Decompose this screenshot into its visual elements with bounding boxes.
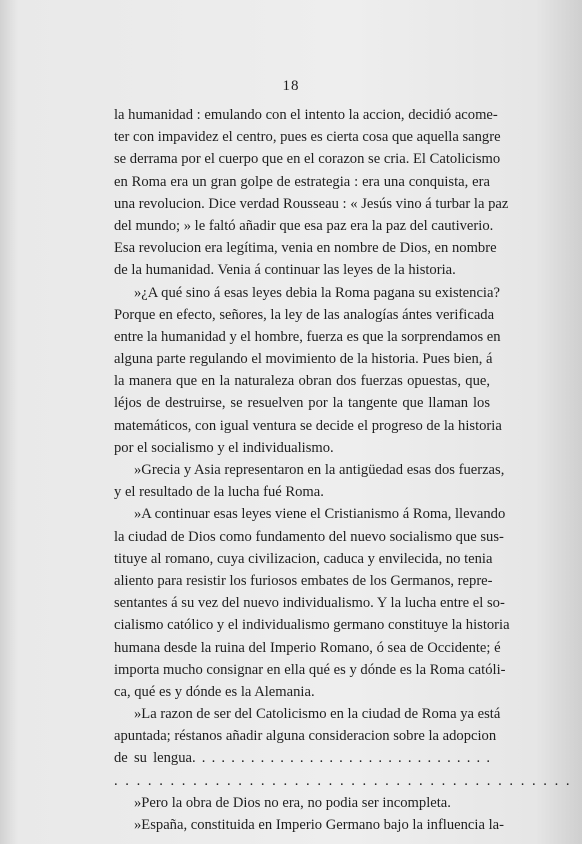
text-line: Porque en efecto, señores, la ley de las analogías ántes verificada — [114, 306, 495, 323]
text-line: tituye al romano, cuya civilizacion, caduca y envilecida, no tenia — [114, 550, 493, 567]
text-line: en Roma era un gran golpe de estrategia : era una conquista, era — [114, 173, 490, 190]
text-line: y el resultado de la lucha fué Roma. — [114, 484, 324, 501]
text-line: apuntada; réstanos añadir alguna consideracion sobre la adopcion — [114, 728, 497, 745]
text-line: de la humanidad. Venia á continuar las leyes de la historia. — [114, 262, 456, 279]
text-line: »Pero la obra de Dios no era, no podia ser incompleta. — [134, 794, 451, 811]
text-line: la manera que en la naturaleza obran dos fuerzas opuestas, que, — [114, 373, 490, 390]
text-line: »Grecia y Asia representaron en la antigüedad esas dos fuerzas, — [134, 462, 505, 478]
text-line: . . . . . . . . . . . . . . . . . . . . . . . . . . . . . . . . . . . . . . . . . — [114, 772, 572, 789]
text-line: ca, qué es y dónde es la Alemania. — [114, 683, 315, 700]
text-line: entre la humanidad y el hombre, fuerza es que la sorprendamos en — [114, 328, 501, 345]
text-line: ter con impavidez el centro, pues es cierta cosa que aquella sangre — [114, 129, 501, 146]
text-line: aliento para resistir los furiosos embates de los Germanos, repre- — [114, 572, 493, 589]
text-line: sentantes á su vez del nuevo individualismo. Y la lucha entre el so- — [114, 595, 505, 612]
text-line: humana desde la ruina del Imperio Romano, ó sea de Occidente; é — [114, 639, 501, 656]
text-line: la ciudad de Dios como fundamento del nuevo socialismo que sus- — [114, 528, 504, 545]
text-line: Esa revolucion era legítima, venia en nombre de Dios, en nombre — [114, 240, 497, 257]
body-text — [114, 104, 572, 836]
page-number: 18 — [282, 78, 300, 94]
text-line: importa mucho consignar en ella qué es y dónde es la Roma católi- — [114, 661, 506, 678]
text-line: cialismo católico y el individualismo germano constituye la historia — [114, 617, 510, 634]
text-line: la humanidad : emulando con el intento la accion, decidió acome- — [114, 107, 498, 123]
text-line: alguna parte regulando el movimiento de la historia. Pues bien, á — [114, 351, 493, 368]
text-line: de su lengua. . . . . . . . . . . . . . . . . . . . . . . . . . . . . . . — [114, 750, 490, 767]
text-line: »La razon de ser del Catolicismo en la ciudad de Roma ya está — [134, 706, 501, 723]
text-line: por el socialismo y el individualismo. — [114, 439, 334, 456]
text-line: léjos de destruirse, se resuelven por la tangente que llaman los — [114, 395, 490, 412]
text-line: una revolucion. Dice verdad Rousseau : « Jesús vino á turbar la paz — [114, 195, 509, 212]
text-line: matemáticos, con igual ventura se decide el progreso de la historia — [114, 417, 502, 434]
text-line: se derrama por el cuerpo que en el corazon se cria. El Catolicismo — [114, 151, 501, 168]
text-line: del mundo; » le faltó añadir que esa paz era la paz del cautiverio. — [114, 217, 494, 234]
text-line: »España, constituida en Imperio Germano bajo la influencia la- — [134, 817, 504, 833]
text-line: »¿A qué sino á esas leyes debia la Roma pagana su existencia? — [134, 284, 500, 301]
text-line: »A continuar esas leyes viene el Cristianismo á Roma, llevando — [134, 506, 506, 523]
